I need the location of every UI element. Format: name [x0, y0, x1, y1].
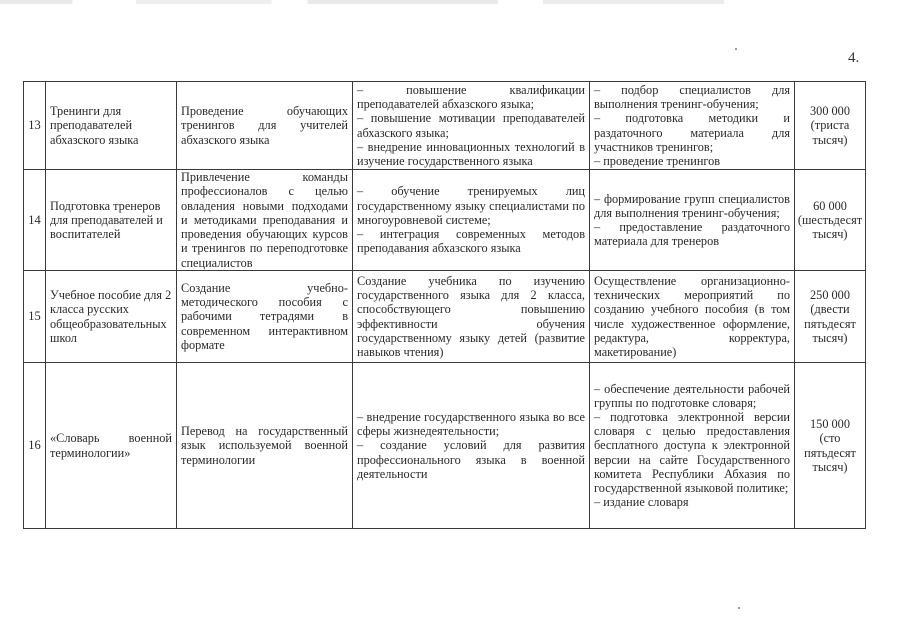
activity-tasks: [590, 363, 795, 529]
budget-amount: 300 000: [810, 104, 850, 119]
page-number: 4.: [848, 50, 860, 66]
budget-words: (шестьдесят тысяч): [797, 212, 863, 242]
activity-goals: [353, 82, 590, 170]
goal-item: – повышение квалификации преподавателей абхазского языка;: [357, 82, 585, 112]
row-number: 16: [24, 363, 46, 529]
activity-description: Привлечение команды профессионалов с целью овладения новыми подходами и методиками преподавания и проведения обучающих курсов и тренингов по переподготовке специалистов: [177, 170, 353, 271]
goal-item: Создание учебника по изучению государственного языка для 2 класса, способствующего повышению эффективности обучения государственному языку детей (развитие навыков чтения): [357, 273, 585, 359]
budget-amount: 150 000: [810, 417, 850, 432]
goal-item: – повышение мотивации преподавателей абхазского языка;: [357, 111, 585, 140]
row-number: 13: [24, 82, 46, 170]
task-item: – проведение тренингов: [594, 153, 721, 168]
activity-description: Проведение обучающих тренингов для учителей абхазского языка: [177, 82, 353, 170]
task-item: – предоставление раздаточного материала для тренеров: [594, 220, 790, 249]
task-item: – подготовка электронной версии словаря с целью предоставления бесплатного доступа к электронной версии на сайте Государственного комитета Республики Абхазия по государственной языковой политике;: [594, 409, 790, 495]
budget-amount: 250 000: [810, 288, 850, 303]
activity-goals: [353, 170, 590, 271]
activity-description: Перевод на государственный язык используемой военной терминологии: [177, 363, 353, 529]
table-row: [24, 271, 866, 363]
goal-item: – создание условий для развития профессионального языка в военной деятельности: [357, 438, 585, 481]
task-item: – обеспечение деятельности рабочей группы по подготовке словаря;: [594, 381, 790, 410]
scan-speck: [738, 607, 740, 609]
activity-tasks: [590, 271, 795, 363]
task-item: – подбор специалистов для выполнения тренинг-обучения;: [594, 82, 790, 112]
activity-name: «Словарь военной терминологии»: [46, 363, 177, 529]
row-number: 15: [24, 271, 46, 363]
activity-goals: [353, 271, 590, 363]
row-number: 14: [24, 170, 46, 271]
activity-budget: [795, 170, 866, 271]
goal-item: – интеграция современных методов преподавания абхазского языка: [357, 227, 585, 256]
table-row: [24, 82, 866, 170]
activity-description: Создание учебно-методического пособия с рабочими тетрадями в современном интерактивном формате: [177, 271, 353, 363]
activity-budget: [795, 363, 866, 529]
goal-item: – обучение тренируемых лиц государственному языку специалистами по многоуровневой системе;: [357, 184, 585, 227]
budget-words: (сто пятьдесят тысяч): [804, 431, 856, 474]
scan-speck: [735, 48, 737, 50]
budget-words: (двести пятьдесят тысяч): [804, 302, 856, 345]
scan-edge-artifact: [0, 0, 905, 4]
activity-goals: [353, 363, 590, 529]
activity-tasks: [590, 82, 795, 170]
budget-words: (триста тысяч): [810, 118, 850, 147]
table-row: [24, 363, 866, 529]
task-item: – подготовка методики и раздаточного материала для участников тренингов;: [594, 111, 790, 154]
activity-name: Тренинги для преподавателей абхазского языка: [46, 82, 177, 170]
activity-budget: [795, 82, 866, 170]
goal-item: – внедрение государственного языка во все сферы жизнедеятельности;: [357, 409, 585, 439]
activity-name: Учебное пособие для 2 класса русских общеобразовательных школ: [46, 271, 177, 363]
budget-amount: 60 000: [813, 198, 847, 213]
activity-name: Подготовка тренеров для преподавателей и воспитателей: [46, 170, 177, 271]
table-row: [24, 170, 866, 271]
task-item: – издание словаря: [594, 495, 689, 510]
task-item: Осуществление организационно-технических мероприятий по созданию учебного пособия (в том числе художественное оформление, редактура, корректура, макетирование): [594, 273, 790, 359]
goal-item: – внедрение инновационных технологий в изучение государственного языка: [357, 139, 585, 168]
activity-tasks: [590, 170, 795, 271]
program-activities-table: [23, 81, 866, 529]
task-item: – формирование групп специалистов для выполнения тренинг-обучения;: [594, 191, 790, 220]
activity-budget: [795, 271, 866, 363]
